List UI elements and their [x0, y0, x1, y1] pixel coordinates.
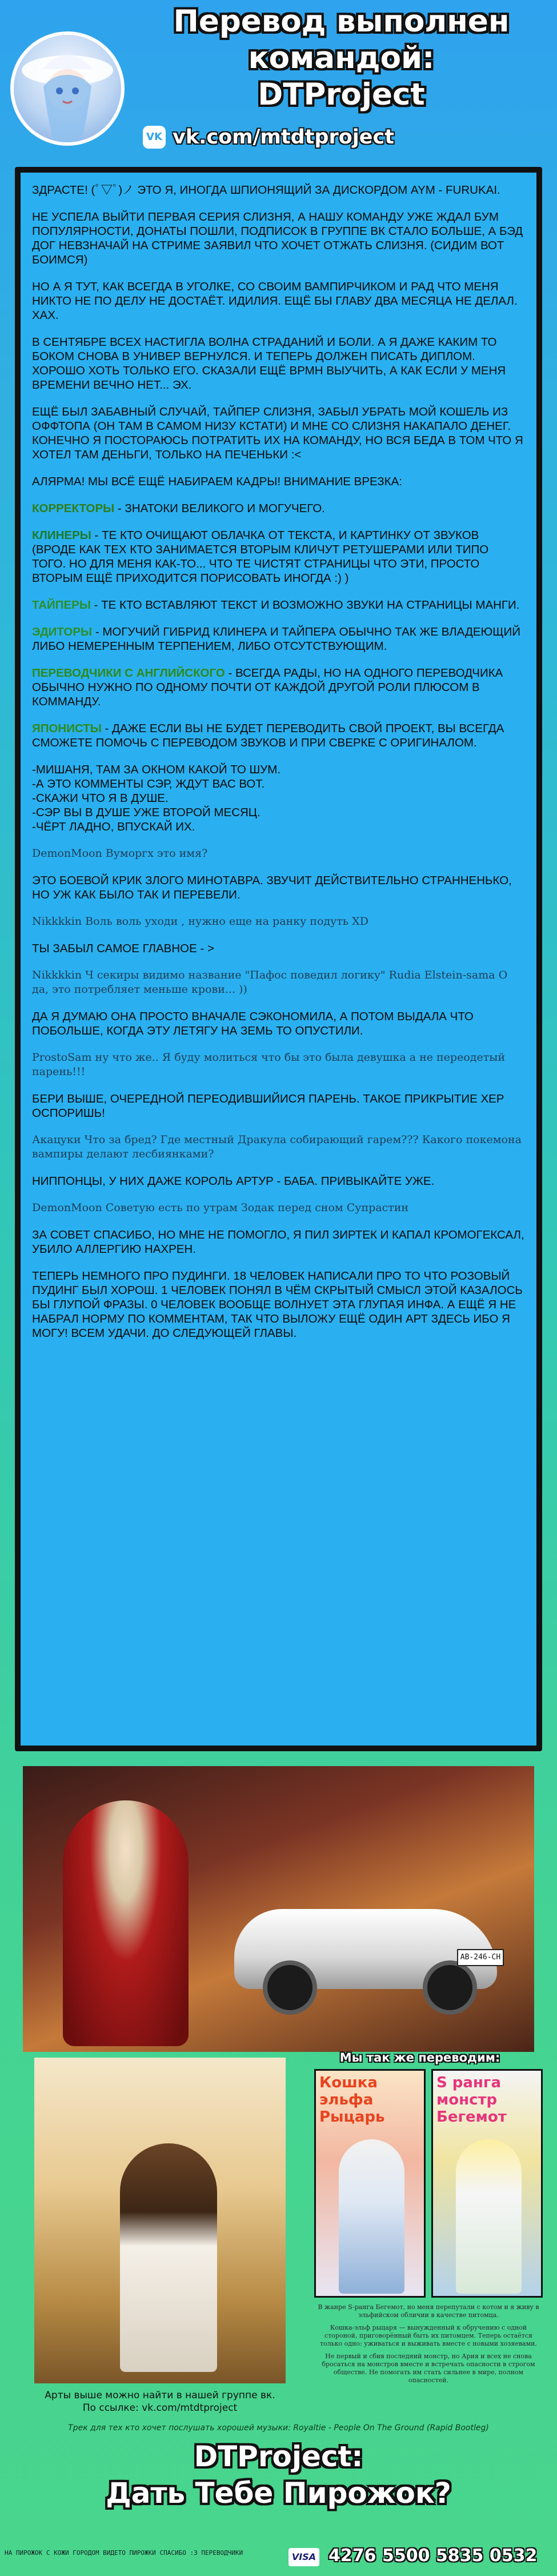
cover-figure: [456, 2139, 522, 2294]
dialog-line: -СКАЖИ ЧТО Я В ДУШЕ.: [32, 792, 169, 805]
dialog-line: -А ЭТО КОММЕНТЫ СЭР, ЖДУТ ВАС ВОТ.: [32, 777, 265, 790]
dialog-line: -МИШАНЯ, ТАМ ЗА ОКНОМ КАКОЙ ТО ШУМ.: [32, 763, 281, 776]
cover-figure: [339, 2139, 404, 2294]
comment-reply: БЕРИ ВЫШЕ, ОЧЕРЕДНОЙ ПЕРЕОДИВШИЙИСЯ ПАРЕНЬ. ТАКОЕ ПРИКРЫТИЕ ХЕР ОСПОРИШЬ!: [32, 1092, 504, 1120]
comment-reply: ЭТО БОЕВОЙ КРИК ЗЛОГО МИНОТАВРА. ЗВУЧИТ ДЕЙСТВИТЕЛЬНО СТРАННЕНЬКО, НО УЖ КАК БЫЛО ТАК И ПЕРЕВЕЛИ.: [32, 874, 512, 901]
avatar-art: [14, 35, 121, 142]
art-girl-figure: [120, 2143, 217, 2372]
manga-description: Кошка-эльф рыцаря — вынужденный к обручению с одной стороной, приговорённый быть их питомцем. Теперь остаётся только одно: уживаться и выживать вместе с новыми хозяевами.: [320, 2324, 537, 2347]
dialog-line: -ЧЁРТ ЛАДНО, ВПУСКАЙ ИХ.: [32, 820, 195, 833]
team-avatar: [10, 31, 125, 146]
vk-link-row[interactable]: [143, 125, 394, 150]
footer-title-line-2: Дать Тебе Пирожок?: [106, 2477, 451, 2510]
paragraph-recruit: АЛЯРМА! МЫ ВСЁ ЕЩЁ НАБИРАЕМ КАДРЫ! ВНИМАНИЕ ВРЕЗКА:: [32, 475, 402, 488]
manga-cover-behemoth[interactable]: [431, 2069, 543, 2298]
license-plate: AB-246-CH: [457, 1949, 504, 1966]
manga-descriptions: [314, 2303, 543, 2389]
role-name: КЛИНЕРЫ: [32, 529, 91, 542]
role-desc: - ТЕ КТО ОЧИЩАЮТ ОБЛАЧКА ОТ ТЕКСТА, И КАРТИНКУ ОТ ЗВУКОВ (ВРОДЕ КАК ТЕХ КТО ЗАНИМАЕТСЯ ВТОРЫМ КЛИЧУТ РЕТУШЕРАМИ ИЛИ ТИПО ТОГО. НО ДЛЯ МЕНЯ КАК-ТО... ЧТО ТЕ ЧИСТЯТ СТРАНИЦЫ ЧТО ЭТИ, ПРОСТО ВТОРЫМ ЕЩЁ ПРИХОДИТСЯ ПОРИСОВАТЬ ИНОГДА :) ): [32, 529, 489, 585]
art-caption-line: Арты выше можно найти в нашей группе вк.: [45, 2390, 275, 2401]
role-correctors: [32, 501, 525, 516]
paragraph-intro: ЗДРАСТЕ! (ﾟ▽ﾟ)ノ ЭТО Я, ИНОГДА ШПИОНЯЩИЙ ЗА ДИСКОРДОМ AYM - FURUKAI.: [32, 183, 500, 197]
role-desc: - ТЕ КТО ВСТАВЛЯЮТ ТЕКСТ И ВОЗМОЖНО ЗВУКИ НА СТРАНИЦЫ МАНГИ.: [90, 598, 520, 612]
role-typers: [32, 598, 525, 612]
role-editors: [32, 625, 525, 653]
footer-note: НА ПИРОЖОК С КОЖИ ГОРОДОМ ВИДЕТО ПИРОЖКИ СПАСИБО :3 ПЕРЕВОДЧИКИ: [5, 2549, 243, 2557]
art-caption: [34, 2389, 286, 2414]
paragraph-puddings: ТЕПЕРЬ НЕМНОГО ПРО ПУДИНГИ. 18 ЧЕЛОВЕК НАПИСАЛИ ПРО ТО ЧТО РОЗОВЫЙ ПУДИНГ БЫЛ ХОРОШ. 1 ЧЕЛОВЕК ПОНЯЛ В ЧЁМ СКРЫТЫЙ СМЫСЛ ЭТОЙ КАЗАЛОСЬ БЫ ГЛУПОЙ ФРАЗЫ. 0 ЧЕЛОВЕК ВООБЩЕ ВОЛНУЕТ ЭТА ГЛУПАЯ ИНФА. А ЕЩЁ Я НЕ НАБРАЛ НОРМУ ПО КОММЕНТАМ, ТАК ЧТО ВЫЛОЖУ ЕЩЁ ОДИН АРТ ЗДЕСЬ ИБО Я МОГУ! ВСЕМ УДАЧИ. ДО СЛЕДУЮЩЕЙ ГЛАВЫ.: [32, 1269, 523, 1340]
comment-reply: ЗА СОВЕТ СПАСИБО, НО МНЕ НЕ ПОМОГЛО, Я ПИЛ ЗИРТЕК И КАПАЛ КРОМОГЕКСАЛ, УБИЛО АЛЛЕРГИЮ НАХРЕН.: [32, 1228, 524, 1256]
car-wheel: [263, 1960, 317, 2015]
title-line-1: Перевод выполнен: [173, 4, 510, 39]
header: [0, 0, 557, 171]
comment-quote: Акацуки Что за бред? Где местный Дракула собирающий гарем??? Какого покемона вампиры делают лесбиянками?: [32, 1133, 522, 1160]
footer-title-line-1: DTProject:: [194, 2440, 363, 2473]
dialog-line: -СЭР ВЫ В ДУШЕ УЖЕ ВТОРОЙ МЕСЯЦ.: [32, 806, 261, 819]
vk-icon: VK: [143, 126, 166, 149]
dialog-block: [32, 762, 525, 834]
paragraph-wallet: ЕЩЁ БЫЛ ЗАБАВНЫЙ СЛУЧАЙ, ТАЙПЕР СЛИЗНЯ, ЗАБЫЛ УБРАТЬ МОЙ КОШЕЛЬ ИЗ ОФФТОПА (ОН ТАМ В САМОМ НИЗУ КСТАТИ) И МНЕ СО СЛИЗНЯ НАКАПАЛО ДЕНЕГ. КОНЕЧНО Я ПОСТОРАЮСЬ ПОТРАТИТЬ ИХ НА КОМАНДУ, НО ВСЯ БЕДА В ТОМ ЧТО Я ХОТЕЛ ТАМ ДЕНЬГИ, ТОЛЬКО НА ПЕЧЕНЬКИ :<: [32, 405, 523, 461]
also-translating-title: Мы так же переводим:: [339, 2051, 500, 2064]
bonus-art-field: [34, 2058, 286, 2383]
cover-title: S ранга монстр Бегемот: [436, 2074, 507, 2126]
role-name: КОРРЕКТОРЫ: [32, 502, 115, 515]
paragraph-popularity: НЕ УСПЕЛА ВЫЙТИ ПЕРВАЯ СЕРИЯ СЛИЗНЯ, А НАШУ КОМАНДУ УЖЕ ЖДАЛ БУМ ПОПУЛЯРНОСТИ, ДОНАТЫ ПОШЛИ, ПОДПИСОК В ГРУППЕ ВК СТАЛО БОЛЬШЕ, А БЭД ДОГ НЕВЗНАЧАЙ НА СТРИМЕ ЗАЯВИЛ ЧТО ХОЧЕТ ОТЖАТЬ СЛИЗНЯ. (СИДИМ ВОТ БОИМСЯ): [32, 210, 523, 266]
title-line-2: командой:: [248, 41, 435, 75]
art-girl-figure: [63, 1800, 189, 2046]
afterword-box: [15, 167, 542, 1751]
paragraph-corner: НО А Я ТУТ, КАК ВСЕГДА В УГОЛКЕ, СО СВОИМ ВАМПИРЧИКОМ И РАД ЧТО МЕНЯ НИКТО НЕ ПО ДЕЛУ НЕ ДОСТАЁТ. ИДИЛИЯ. ЕЩЁ БЫ ГЛАВУ ДВА МЕСЯЦА НЕ ДЕЛАЛ. ХАХ.: [32, 280, 518, 322]
car-wheel: [423, 1960, 477, 2015]
vk-link[interactable]: vk.com/mtdtproject: [173, 126, 394, 149]
paragraph-september: В СЕНТЯБРЕ ВСЕХ НАСТИГЛА ВОЛНА СТРАДАНИЙ И БОЛИ. А Я ДАЖЕ КАКИМ ТО БОКОМ СНОВА В УНИВЕР ВЕРНУЛСЯ. И ТЕПЕРЬ ДОЛЖЕН ПИСАТЬ ДИПЛОМ. ХОРОШО ХОТЬ ТОЛЬКО ЕГО. СКАЗАЛИ ЕЩЁ ВРМН ВЫУЧИТЬ, А КАК ЕСЛИ У МЕНЯ ВРЕМЕНИ ВЕЧНО НЕТ... ЭХ.: [32, 336, 506, 392]
comment-quote: Nikkkkin Ч секиры видимо название "Пафос поведил логику" Rudia Elstein-sama О да, это потребляет меньше крови... )): [32, 969, 508, 996]
role-desc: - ДАЖЕ ЕСЛИ ВЫ НЕ БУДЕТ ПЕРЕВОДИТЬ СВОЙ ПРОЕКТ, ВЫ ВСЕГДА СМОЖЕТЕ ПОМОЧЬ С ПЕРЕВОДОМ ЗВУКОВ И ПРИ СВЕРКЕ С ОРИГИНАЛОМ.: [32, 722, 504, 749]
team-title: [131, 3, 551, 113]
role-name: ПЕРЕВОДЧИКИ С АНГЛИЙСКОГО: [32, 666, 225, 680]
manga-description: В жанре S-ранга Бегемот, но меня перепутали с котом и я живу в эльфийском обличии в качестве питомца.: [318, 2303, 539, 2319]
manga-cover-elf-knight[interactable]: [314, 2069, 426, 2298]
role-desc: - ВСЕГДА РАДЫ, НО НА ОДНОГО ПЕРЕВОДЧИКА ОБЫЧНО НУЖНО ПО ОДНОМУ ПОЧТИ ОТ КАЖДОЙ ДРУГОЙ РОЛИ ПЛЮСОМ В КОММАНДУ.: [32, 666, 503, 708]
comment-quote: DemonMoon Советую есть по утрам Зодак перед сном Супрастин: [32, 1201, 409, 1214]
comment-quote: Nikkkkin Воль воль уходи , нужно еще на ранку подуть XD: [32, 915, 368, 928]
card-number: 4276 5500 5835 0532: [328, 2546, 538, 2566]
art-caption-link[interactable]: По ссылке: vk.com/mtdtproject: [82, 2402, 238, 2414]
role-japanese: [32, 721, 525, 750]
visa-icon: VISA: [288, 2548, 319, 2566]
role-name: ЯПОНИСТЫ: [32, 722, 102, 735]
comment-reply: ДА Я ДУМАЮ ОНА ПРОСТО ВНАЧАЛЕ СЭКОНОМИЛА, А ПОТОМ ВЫДАЛА ЧТО ПОБОЛЬШЕ, КОГДА ЭТУ ЛЕТЯГУ НА ЗЕМЬ ТО ОПУСТИЛИ.: [32, 1010, 474, 1037]
manga-description: Не первый и сбив последний монстр, но Ария и всех не снова бросаться на монстров вместе и встречать опасности в строгом обществе. Не помогать им стать сильнее в мире, полном опасностей.: [322, 2353, 535, 2384]
role-name: ТАЙПЕРЫ: [32, 598, 91, 612]
footer-title: [0, 2438, 557, 2511]
title-line-3: DTProject: [258, 77, 425, 112]
role-desc: - МОГУЧИЙ ГИБРИД КЛИНЕРА И ТАЙПЕРА ОБЫЧНО ТАК ЖЕ ВЛАДЕЮЩИЙ ЛИБО НЕМЕРЕННЫМ ТЕРПЕНИЕМ, ЛИБО ОТСУТСТВУЮЩИМ.: [32, 625, 520, 653]
role-desc: - ЗНАТОКИ ВЕЛИКОГО И МОГУЧЕГО.: [114, 502, 325, 515]
bonus-art-car: [23, 1766, 534, 2052]
comment-reply: ТЫ ЗАБЫЛ САМОЕ ГЛАВНОЕ - >: [32, 942, 214, 955]
role-cleaners: [32, 528, 525, 585]
music-track-line: Трек для тех кто хочет послушать хорошей музыки: Royaltie - People On The Ground (Rapid Bootleg): [68, 2423, 489, 2433]
comment-quote: ProstoSam ну что же.. Я буду молиться что бы это была девушка а не переодетый парень!!!: [32, 1051, 506, 1078]
role-english-translators: [32, 666, 525, 709]
cover-title: Кошка эльфа Рыцарь: [319, 2074, 385, 2126]
comment-reply: НИППОНЦЫ, У НИХ ДАЖЕ КОРОЛЬ АРТУР - БАБА. ПРИВЫКАЙТЕ УЖЕ.: [32, 1175, 435, 1188]
comment-quote: DemonMoon Вуморгх это имя?: [32, 847, 208, 860]
role-name: ЭДИТОРЫ: [32, 625, 93, 638]
